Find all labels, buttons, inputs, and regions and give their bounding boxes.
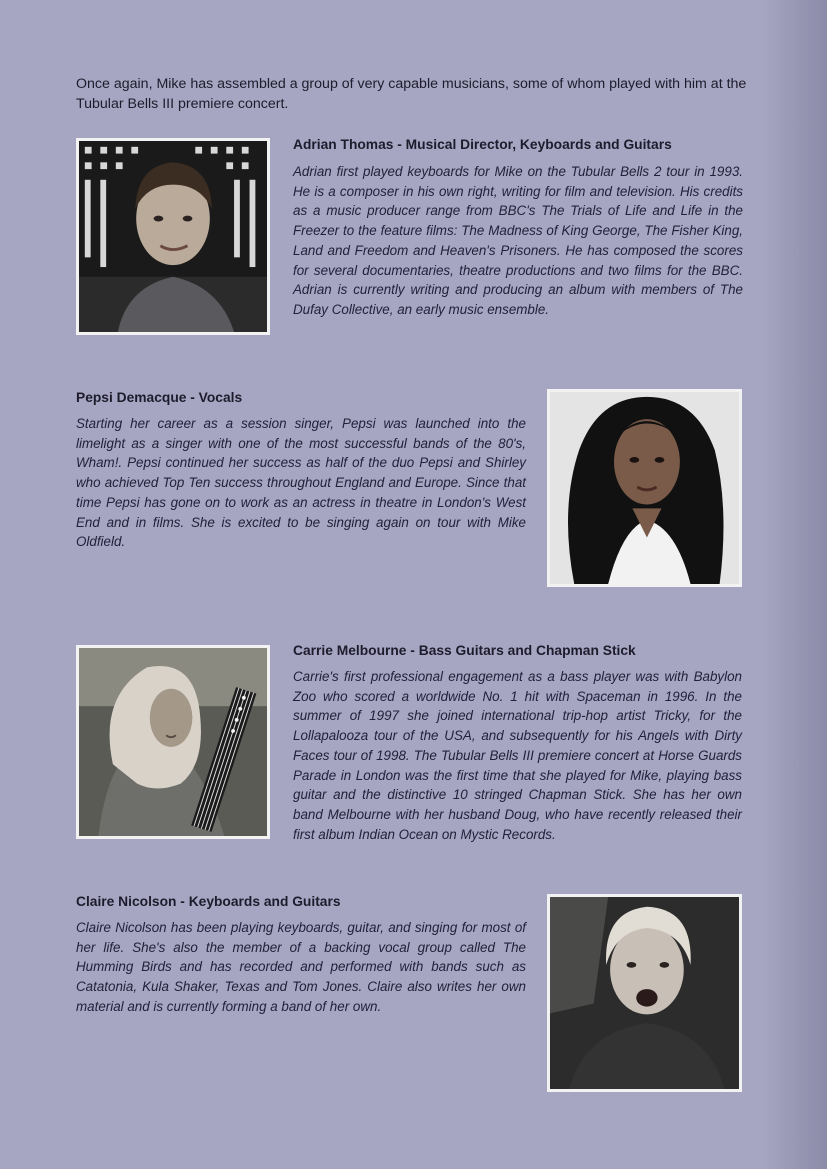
musician-bio: Carrie's first professional engagement as a bass player was with Babylon Zoo who scored a worldwide No. 1 hit with Spaceman in 1996. In the summer of 1997 she joined international trip-hop artist Tricky, for the Lollapalooza tour of the USA, and subsequently for his Angels with Dirty Faces tour of 1998. The Tubular Bells III premiere concert at Horse Guards Parade in London was the first time that she played for Mike, playing bass guitar and the distinctive 10 stringed Chapman Stick. She has her own band Melbourne with her husband Doug, who have recently released their first album Indian Ocean on Mystic Records. — [293, 669, 742, 842]
pepsi-demacque-photo — [547, 389, 742, 587]
adrian-thomas-photo — [76, 138, 270, 335]
musician-heading: Adrian Thomas - Musical Director, Keyboards and Guitars — [293, 137, 672, 152]
musician-heading: Pepsi Demacque - Vocals — [76, 390, 243, 405]
musician-bio: Claire Nicolson has been playing keyboards, guitar, and singing for most of her life. She's also the member of a backing vocal group called The Humming Birds and has recorded and performed with bands such as Catatonia, Kula Shaker, Texas and Tom Jones. Claire also writes her own material and is currently forming a band of her own. — [76, 920, 526, 1014]
musician-bio: Starting her career as a session singer, Pepsi was launched into the limelight as a singer with one of the most successful bands of the 80's, Wham!. Pepsi continued her success as half of the duo Pepsi and Shirley who achieved Top Ten success throughout England and Europe. Since that time Pepsi has gone on to work as an actress in theatre in London's West End and in films. She is excited to be singing again on tour with Mike Oldfield. — [76, 416, 526, 550]
musician-heading: Carrie Melbourne - Bass Guitars and Chapman Stick — [293, 643, 636, 658]
intro-paragraph: Once again, Mike has assembled a group of very capable musicians, some of whom played with him at the Tubular Bells III premiere concert. — [76, 76, 747, 112]
musician-bio: Adrian first played keyboards for Mike on the Tubular Bells 2 tour in 1993. He is a composer in his own right, writing for film and television. His credits as a music producer range from BBC's The Trials of Life and Life in the Freezer to the feature films: The Madness of King George, The Fisher King, Land and Freedom and Heaven's Prisoners. He has composed the scores for several documentaries, theatre productions and two films for the BBC. Adrian is currently writing and producing an album with members of The Dufay Collective, an early music ensemble. — [293, 164, 743, 317]
musician-heading: Claire Nicolson - Keyboards and Guitars — [76, 894, 341, 909]
claire-nicolson-photo — [547, 894, 742, 1092]
carrie-melbourne-photo — [76, 645, 270, 839]
